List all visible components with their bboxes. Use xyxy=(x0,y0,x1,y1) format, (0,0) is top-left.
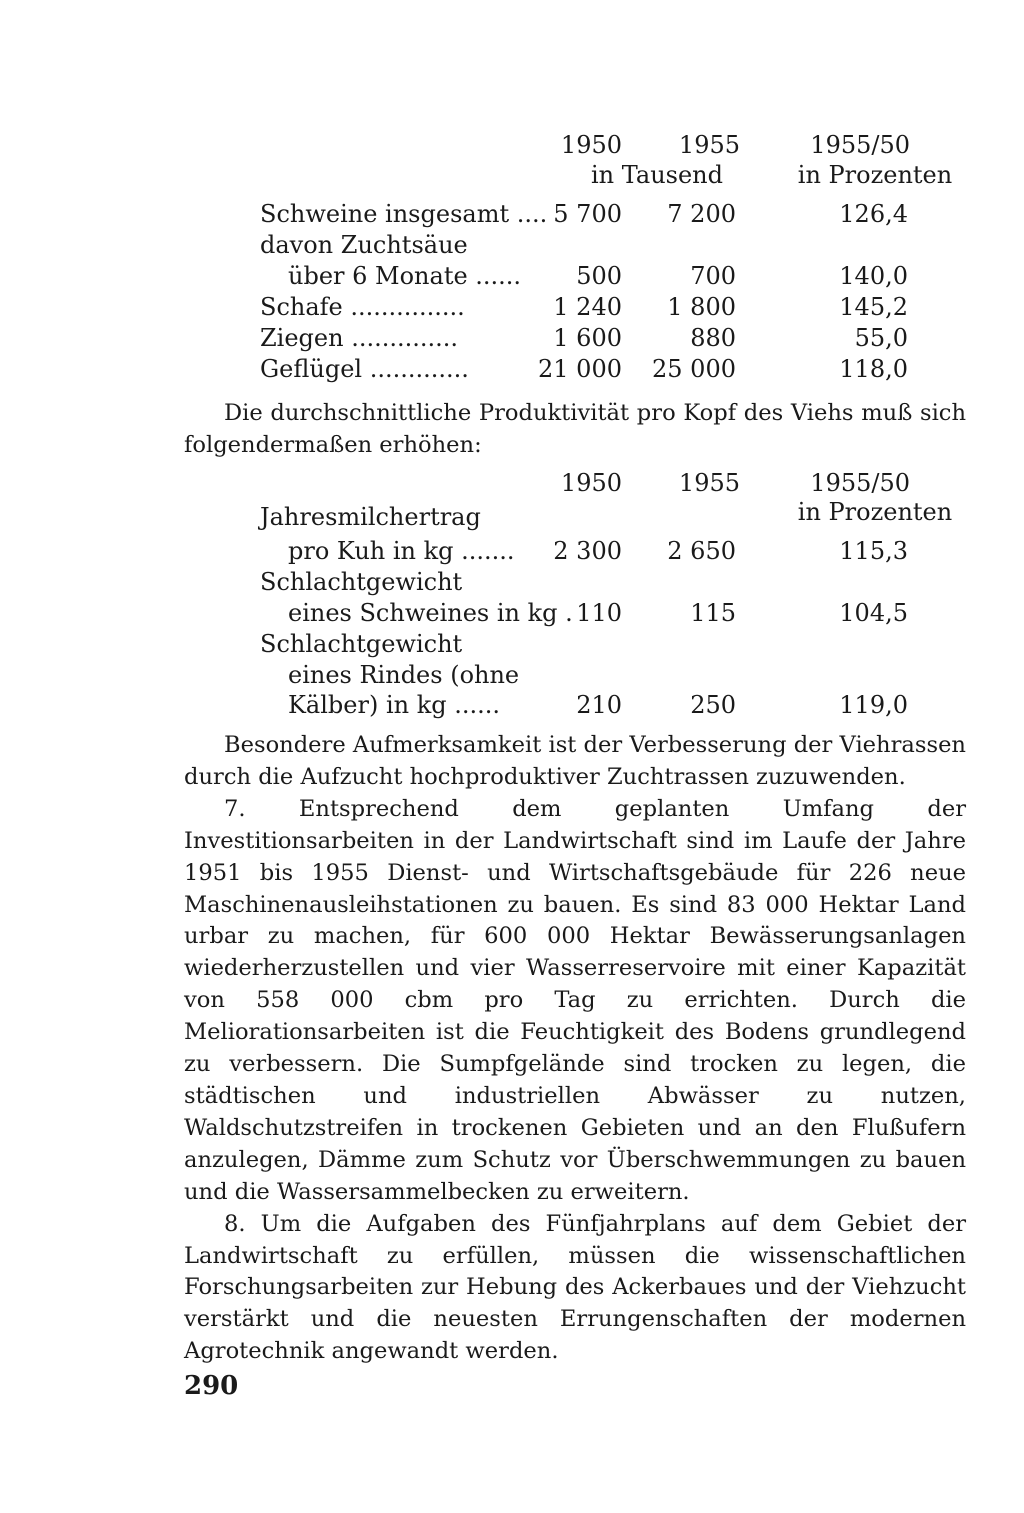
page-number: 290 xyxy=(184,1371,239,1401)
table2-row-label: Schlachtgewicht xyxy=(260,630,463,658)
paragraph-7-investments: 7. Entsprechend dem geplanten Umfang der Investitionsarbeiten in der Landwirtschaft sind im Laufe der Jahre 1951 bis 1955 Dienst- und Wirtschaftsgebäude für 226 neue Maschinenausleihstationen zu bauen. Es sind 83 000 Hektar Land urbar zu machen, für 600 000 Hektar Bewässerungsanlagen wiederherzustellen und vier Wasserreservoire mit einer Kapazität von 558 000 cbm pro Tag zu errichten. Durch die Meliorationsarbeiten ist die Feuchtigkeit des Bodens grundlegend zu verbessern. Die Sumpfgelände sind trocken zu legen, die städtischen und industriellen Abwässer zu nutzen, Waldschutzstreifen in trockenen Gebieten und an den Flußufern anzulegen, Dämme zum Schutz vor Überschwemmungen zu bauen und die Wassersammelbecken zu erweitern. xyxy=(184,795,966,1205)
table1-cell: 126,4 xyxy=(839,200,908,228)
table1-cell: 25 000 xyxy=(652,355,736,383)
table2-cell: 2 650 xyxy=(667,537,736,565)
table1-cell: 1 240 xyxy=(553,293,622,321)
table1-row-label: über 6 Monate ...... xyxy=(288,262,522,290)
table1-cell: 1 800 xyxy=(667,293,736,321)
table2-unit-percent: in Prozenten xyxy=(797,498,953,526)
table2-row-label: Jahresmilchertrag xyxy=(260,503,481,531)
table1-cell: 1 600 xyxy=(553,324,622,352)
table1-header-ratio: 1955/50 xyxy=(810,131,910,159)
intro-paragraph xyxy=(184,398,966,462)
table1-header-1950: 1950 xyxy=(560,131,622,159)
table1-row-label: Schafe ............... xyxy=(260,293,465,321)
table1-row-label: davon Zuchtsäue xyxy=(260,231,468,259)
table1-cell: 145,2 xyxy=(839,293,908,321)
table2-cell: 210 xyxy=(576,691,622,719)
table1-cell: 500 xyxy=(576,262,622,290)
table2-row-label: Kälber) in kg ...... xyxy=(288,691,501,719)
table2-row-label: pro Kuh in kg ....... xyxy=(288,537,515,565)
table2-cell: 2 300 xyxy=(553,537,622,565)
table2-cell: 104,5 xyxy=(839,599,908,627)
table1-header-1955: 1955 xyxy=(678,131,740,159)
table2-header-1955: 1955 xyxy=(678,469,740,497)
table1-cell: 700 xyxy=(690,262,736,290)
table2-header-1950: 1950 xyxy=(560,469,622,497)
table1-row-label: Geflügel ............. xyxy=(260,355,469,383)
table1-unit-thousand: in Tausend xyxy=(590,161,723,189)
table1-cell: 21 000 xyxy=(538,355,622,383)
table2-cell: 115 xyxy=(690,599,736,627)
table2-cell: 115,3 xyxy=(839,537,908,565)
table2-row-label: Schlachtgewicht xyxy=(260,568,463,596)
table2-row-label: eines Schweines in kg . xyxy=(288,599,573,627)
table2-row-label: eines Rindes (ohne xyxy=(288,661,520,689)
paragraph-livestock-breeds: Besondere Aufmerksamkeit ist der Verbesserung der Viehrassen durch die Aufzucht hochproduktiver Zuchtrassen zuzuwenden. xyxy=(184,732,966,790)
body-text xyxy=(184,730,966,1368)
table1-unit-percent: in Prozenten xyxy=(797,161,953,189)
table1-cell: 118,0 xyxy=(839,355,908,383)
table1-row-label: Ziegen .............. xyxy=(260,324,459,352)
table2-cell: 110 xyxy=(576,599,622,627)
table1-row-label: Schweine insgesamt .... xyxy=(260,200,548,228)
table1-cell: 140,0 xyxy=(839,262,908,290)
table2-cell: 119,0 xyxy=(839,691,908,719)
table1-cell: 5 700 xyxy=(553,200,622,228)
table2-cell: 250 xyxy=(690,691,736,719)
table2-header-ratio: 1955/50 xyxy=(810,469,910,497)
table1-cell: 7 200 xyxy=(667,200,736,228)
intro-text: Die durchschnittliche Produktivität pro Kopf des Viehs muß sich folgendermaßen erhöhen: xyxy=(184,400,966,458)
table1-cell: 55,0 xyxy=(854,324,908,352)
table1-cell: 880 xyxy=(690,324,736,352)
paragraph-8-research: 8. Um die Aufgaben des Fünfjahrplans auf dem Gebiet der Landwirtschaft zu erfüllen, müssen die wissenschaftlichen Forschungsarbeiten zur Hebung des Ackerbaues und der Viehzucht verstärkt und die neuesten Errungenschaften der modernen Agrotechnik angewandt werden. xyxy=(184,1210,966,1365)
